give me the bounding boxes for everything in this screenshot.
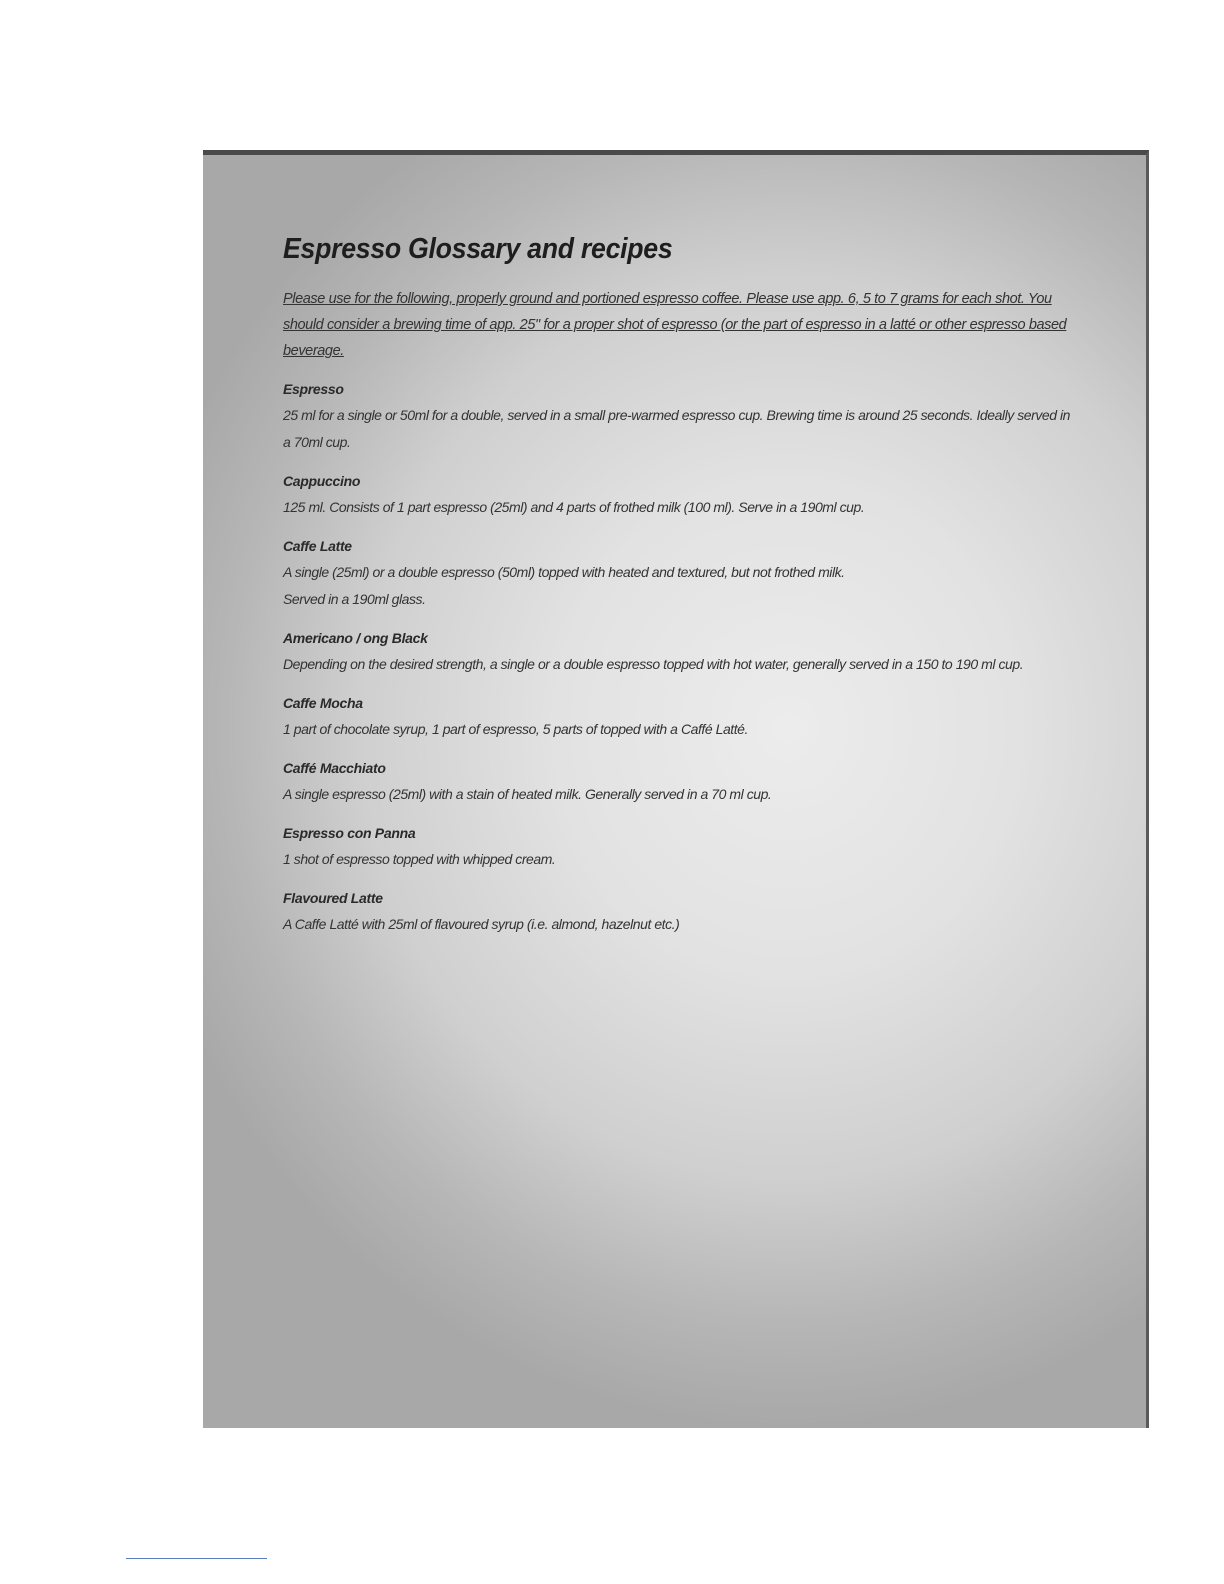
entry-description-line: Depending on the desired strength, a single or a double espresso topped with hot water, generally served in a 150 to 190 ml cup. (283, 656, 1024, 672)
entry-title: Cappuccino (283, 473, 361, 489)
entry-description-line: 125 ml. Consists of 1 part espresso (25ml) and 4 parts of frothed milk (100 ml). Serve in a 190ml cup. (283, 499, 865, 515)
entry-title: Flavoured Latte (283, 890, 383, 906)
footnote-separator (126, 1558, 267, 1559)
entry-description (283, 651, 1073, 678)
entry-description-line: Served in a 190ml glass. (283, 591, 426, 607)
entry-description (283, 781, 1073, 808)
entry-title: Espresso (283, 381, 344, 397)
entry-title: Caffe Latte (283, 538, 352, 554)
entry-description (283, 846, 1073, 873)
page-title: Espresso Glossary and recipes (283, 233, 673, 265)
entry-description-line: 25 ml for a single or 50ml for a double, served in a small pre-warmed espresso cup. Brewing time is around 25 seconds. Ideally served in a 70ml cup. (283, 407, 1070, 450)
entry-title: Americano / ong Black (283, 630, 428, 646)
glossary-entry-caffe-latte (283, 533, 1073, 613)
glossary-entry-espresso (283, 376, 1073, 456)
glossary-entry-cappuccino (283, 468, 1073, 521)
entry-description (283, 402, 1073, 456)
entry-description-line: 1 part of chocolate syrup, 1 part of espresso, 5 parts of topped with a Caffé Latté. (283, 721, 748, 737)
document-panel (203, 150, 1149, 1428)
entry-description-line: 1 shot of espresso topped with whipped cream. (283, 851, 556, 867)
glossary-entry-caffe-macchiato (283, 755, 1073, 808)
entry-title: Espresso con Panna (283, 825, 416, 841)
entry-description (283, 716, 1073, 743)
glossary-entry-americano (283, 625, 1073, 678)
entry-description-line: A single espresso (25ml) with a stain of heated milk. Generally served in a 70 ml cup. (283, 786, 772, 802)
entry-title: Caffe Mocha (283, 695, 363, 711)
entry-description (283, 494, 1073, 521)
entry-description (283, 559, 1073, 613)
entry-description-line: A Caffe Latté with 25ml of flavoured syrup (i.e. almond, hazelnut etc.) (283, 916, 680, 932)
glossary-entry-espresso-con-panna (283, 820, 1073, 873)
intro-paragraph: Please use for the following, properly ground and portioned espresso coffee. Please use app. 6, 5 to 7 grams for each shot. You should consider a brewing time of app. 25" for a proper shot of espresso (or the part of espresso in a latté or other espresso based beverage. (283, 291, 1067, 359)
entry-description (283, 911, 1073, 938)
entry-title: Caffé Macchiato (283, 760, 386, 776)
glossary-entry-caffe-mocha (283, 690, 1073, 743)
glossary-entry-flavoured-latte (283, 885, 1073, 938)
entry-description-line: A single (25ml) or a double espresso (50ml) topped with heated and textured, but not frothed milk. (283, 564, 845, 580)
document-content (283, 233, 1073, 950)
